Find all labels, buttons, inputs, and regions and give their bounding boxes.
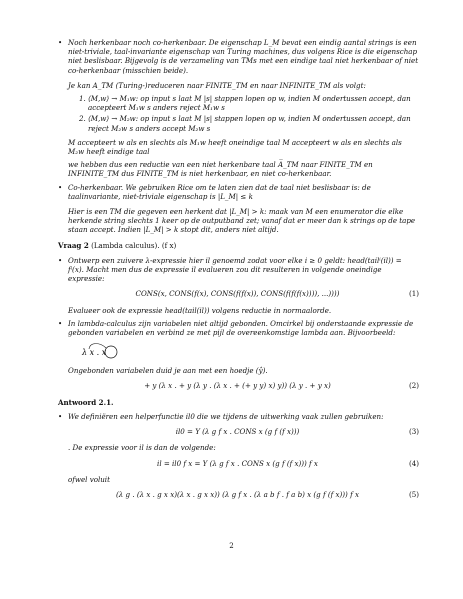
equation-number: (3) bbox=[408, 427, 419, 437]
bullet-helper-function bbox=[58, 412, 419, 421]
equation-body: il = il0 f x = Y (λ g f x . CONS x (g f (f x))) f x bbox=[157, 458, 318, 468]
equation-3 bbox=[78, 427, 419, 436]
bullet-bound-variables bbox=[58, 319, 419, 337]
page-number: 2 bbox=[229, 541, 234, 550]
equation-body: + y (λ x . + y (λ y . (λ x . + (+ y y) x) y)) (λ y . + y x) bbox=[144, 381, 331, 391]
bound-variable-diagram bbox=[80, 343, 170, 361]
list-item: 2. ⟨M,w⟩ → M₂w: op input s laat M |s| stappen lopen op w, indien M ondertussen accept, dan reject M₂w s anders accept M₂w s bbox=[88, 114, 419, 132]
list-item: 1. ⟨M,w⟩ → M₁w: op input s laat M |s| stappen lopen op w, indien M ondertussen accept, dan accepteert M₁w s anders reject M₁w s bbox=[88, 94, 419, 112]
paragraph-text: • Noch herkenbaar noch co-herkenbaar. De eigenschap L_M bevat een eindig aantal strings is een niet-triviale, taal-invariante eigenschap van Turing machines, dus volgens Rice is die eigenschap niet beslisbaar. Bijgevolg is de verzameling van TMs met een eindige taal niet herkenbaar of niet co-herkenbaar (misschien beide). bbox=[68, 38, 419, 75]
bullet-not-recognizable bbox=[58, 38, 419, 75]
paragraph-text: • Ontwerp een zuivere λ-expressie hier il genoemd zodat voor elke i ≥ 0 geldt: head(tailⁱ(il)) = fⁱ(x). Macht men dus de expressie il evalueren zou dit resulteren in volgende oneindige expressie: bbox=[68, 255, 402, 284]
equation-5 bbox=[78, 490, 419, 499]
paragraph-conclusion: we hebben dus een reductie van een niet herkenbare taal A̅_TM naar FINITE_TM en INFINITE_TM dus FINITE_TM is niet herkenbaar, en niet co-herkenbaar. bbox=[68, 160, 373, 179]
paragraph-evaluate: Evalueer ook de expressie head(tail(il)) volgens reductie in normaalorde. bbox=[68, 305, 332, 315]
answer-heading: Antwoord 2.1. bbox=[58, 397, 114, 407]
enumerated-list bbox=[68, 94, 419, 133]
paragraph-text: • Co-herkenbaar. We gebruiken Rice om te laten zien dat de taal niet beslisbaar is: de taalinvariante, niet-triviale eigenschap is |L_M| ≤ k bbox=[68, 182, 371, 201]
equation-1 bbox=[78, 289, 419, 298]
paragraph-accepts: M accepteert w als en slechts als M₁w heeft oneindige taal M accepteert w als en slechts als M₂w heeft eindige taal bbox=[68, 137, 402, 157]
question-heading bbox=[58, 241, 419, 250]
equation-body: il0 = Y (λ g f x . CONS x (g f (f x))) bbox=[175, 427, 300, 437]
equation-4 bbox=[78, 459, 419, 468]
equation-number: (2) bbox=[408, 381, 419, 391]
equation-body: (λ g . (λ x . g x x)(λ x . g x x)) (λ g f x . (λ a b f . f a b) x (g f (f x))) f x bbox=[116, 489, 359, 499]
question-title: (Lambda calculus). (f x) bbox=[88, 240, 177, 250]
equation-2 bbox=[78, 381, 419, 390]
paragraph-unbound: Ongebonden variabelen duid je aan met een hoedje (ŷ). bbox=[68, 366, 268, 376]
equation-body: CONS(x, CONS(f(x), CONS(f(f(x)), CONS(f(f(f(x)))), ...)))) bbox=[135, 289, 340, 299]
lambda-expression: λ x . x bbox=[82, 348, 107, 358]
bound-circle bbox=[105, 346, 117, 358]
paragraph-full: ofwel voluit bbox=[68, 474, 110, 484]
equation-number: (4) bbox=[408, 458, 419, 468]
equation-number: (5) bbox=[408, 489, 419, 499]
question-label: Vraag 2 bbox=[58, 240, 89, 250]
bullet-lambda-design bbox=[58, 256, 419, 284]
lambda-example-figure bbox=[80, 343, 419, 361]
paragraph-enumerator: Hier is een TM die gegeven een herkent dat |L_M| > k: maak van M een enumerator die elke herkende string slechts 1 keer op de outputband zet; vanaf dat er meer dan k strings op de tape staan accept. Indien |L_M| > k stopt dit, anders niet altijd. bbox=[68, 207, 416, 235]
paragraph-text: • In lambda-calculus zijn variabelen niet altijd gebonden. Omcirkel bij onderstaande expressie de gebonden variabelen en verbind ze met pijl de overeenkomstige lambda aan. Bijvoorbeeld: bbox=[68, 318, 414, 338]
paragraph-expression: . De expressie voor il is dan de volgende: bbox=[68, 443, 216, 453]
paragraph-text: • We definiëren een helperfunctie il0 die we tijdens de uitwerking vaak zullen gebruiken: bbox=[68, 411, 384, 421]
bullet-co-recognizable bbox=[58, 183, 419, 201]
equation-number: (1) bbox=[408, 289, 419, 299]
paragraph-reduction-intro: Je kan A_TM (Turing-)reduceren naar FINITE_TM en naar INFINITE_TM als volgt: bbox=[68, 80, 366, 90]
